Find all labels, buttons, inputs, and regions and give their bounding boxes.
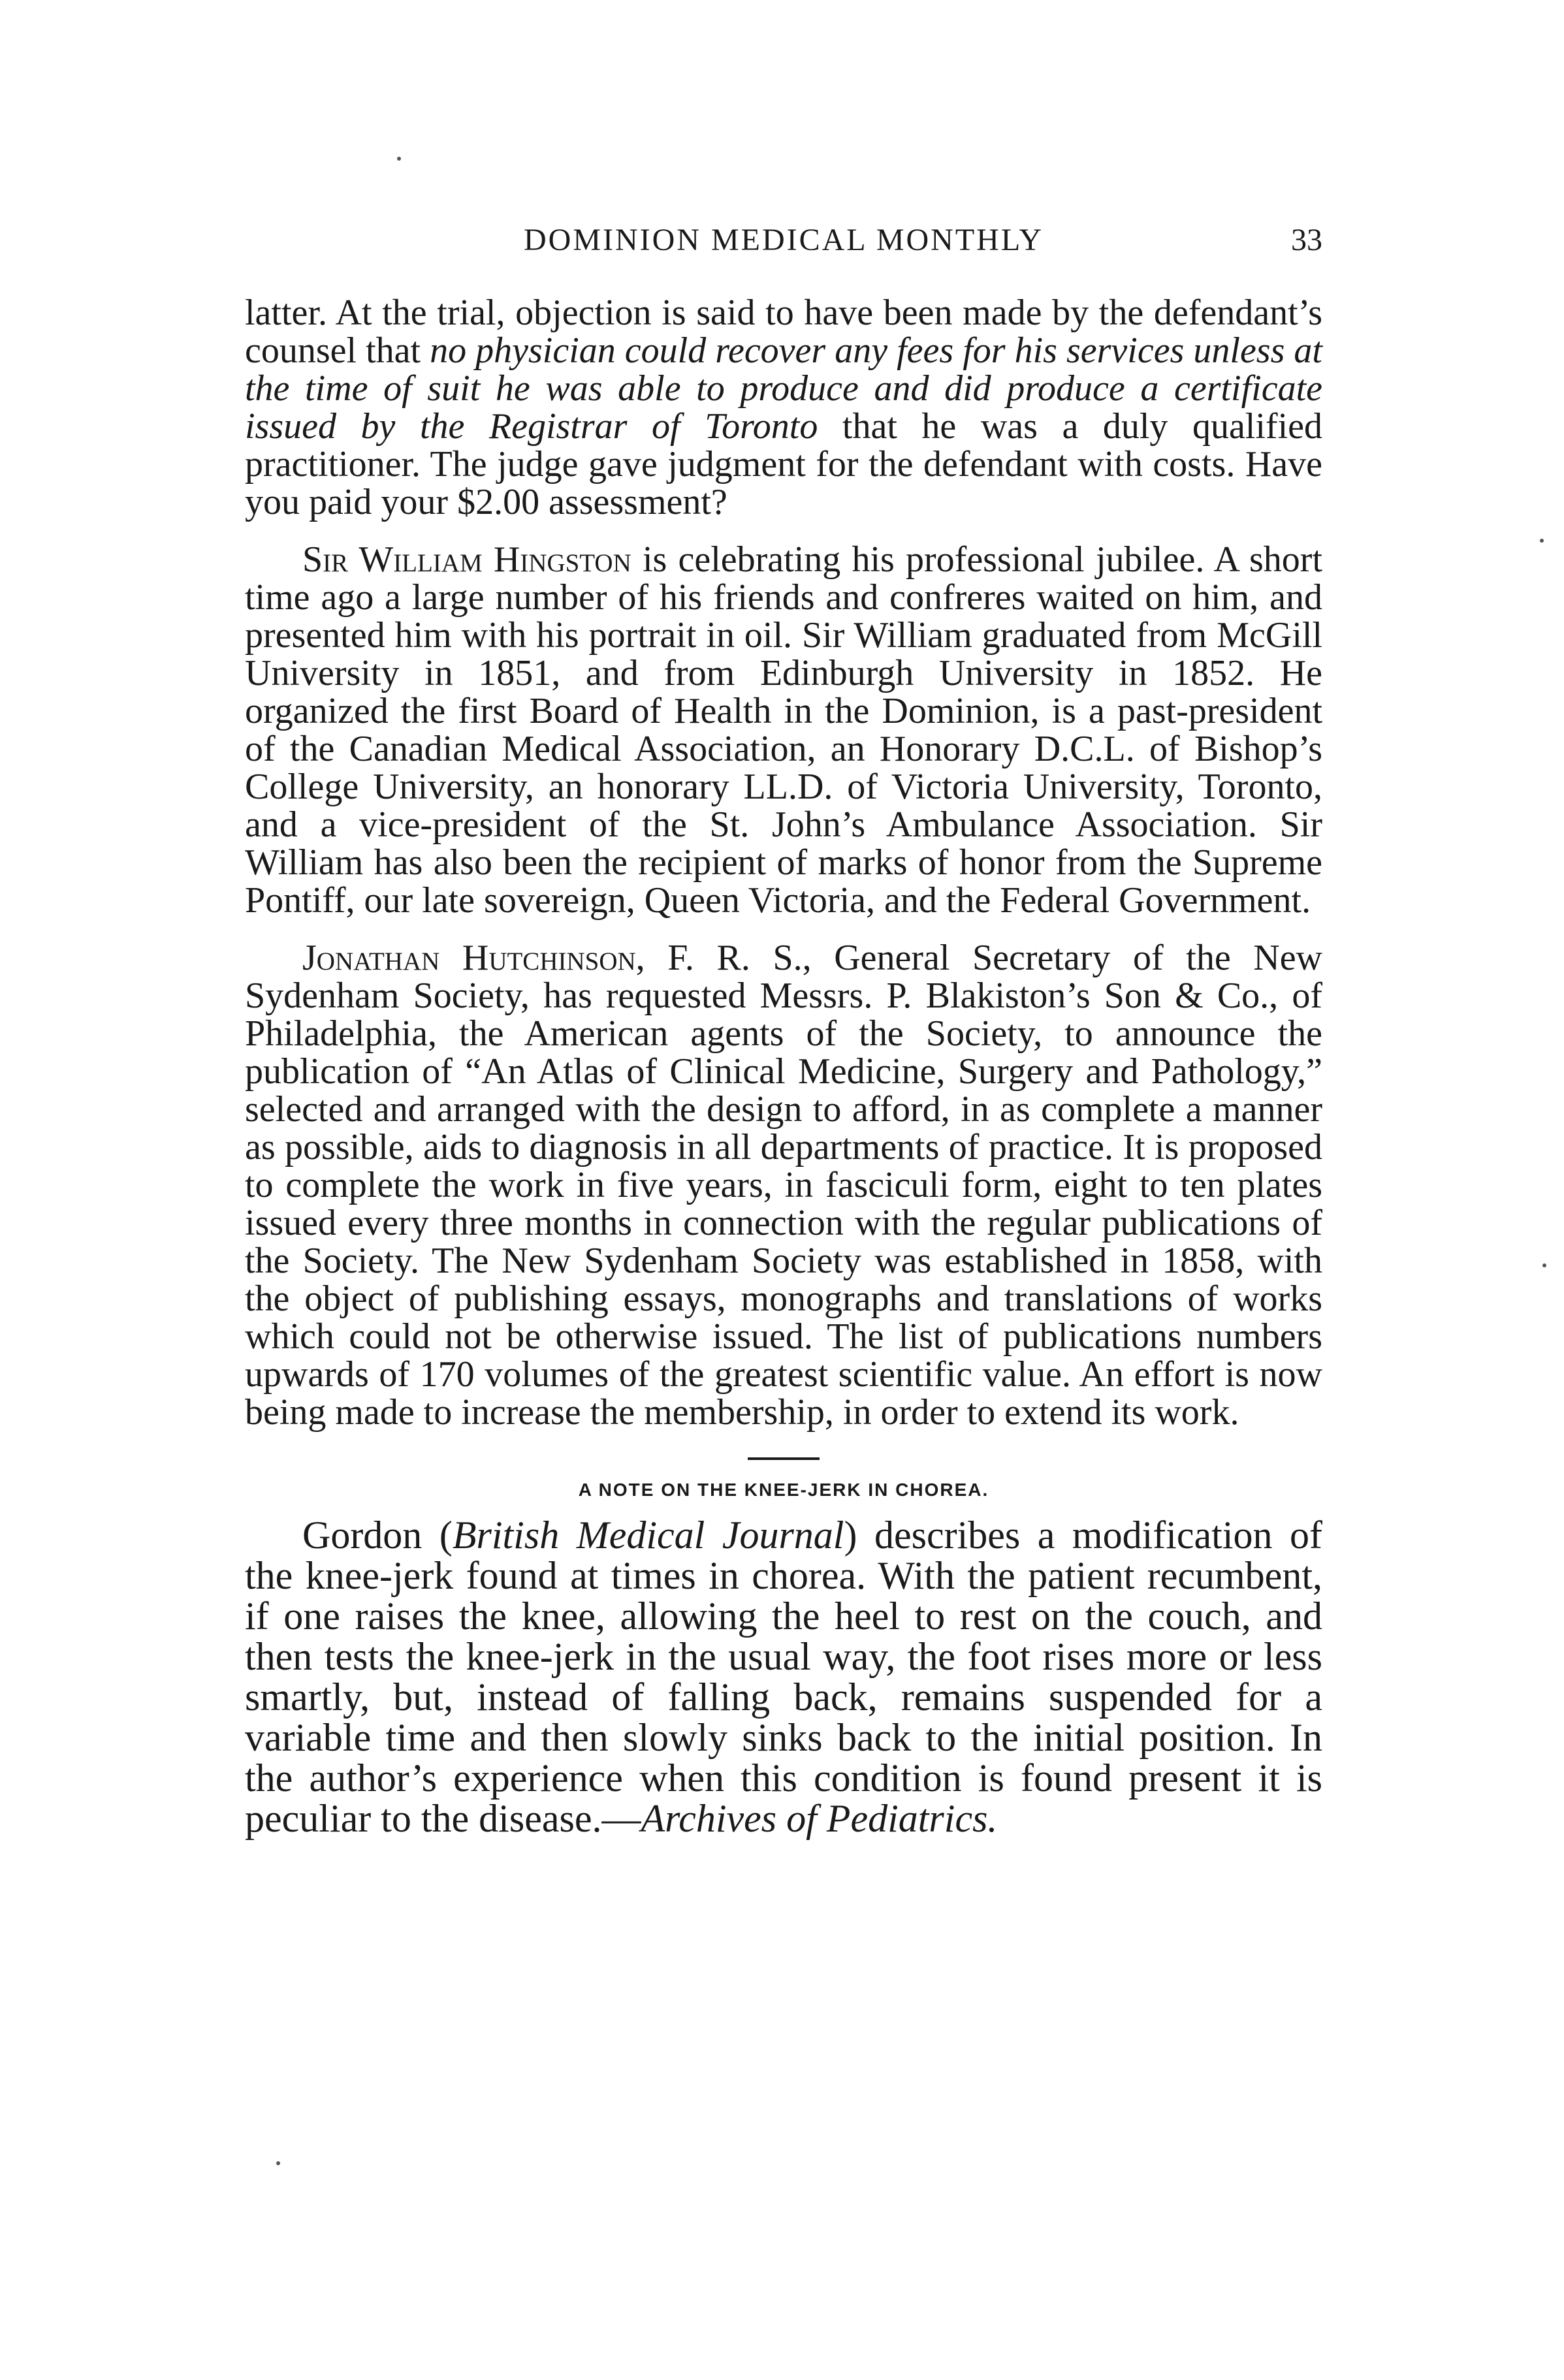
- page-number: 33: [1291, 223, 1322, 257]
- page-body: [245, 215, 1322, 1839]
- text-run: that he was a duly qualified practitioner. The judge gave judgment for the defendant with costs. Have you paid your $2.00 assessment?: [245, 406, 1322, 522]
- italic-quote: no physician could recover any fees for his services unless at the time of suit he was able to produce and did produce a certificate issued by the Registrar of Toronto: [245, 330, 1322, 447]
- paragraph-hingston: [245, 541, 1322, 919]
- section-heading: A NOTE ON THE KNEE-JERK IN CHOREA.: [578, 1480, 989, 1500]
- section-divider: [748, 1457, 820, 1460]
- paragraph-hutchinson: [245, 939, 1322, 1431]
- source-citation: Archives of Pediatrics.: [641, 1797, 998, 1840]
- text-run: is celebrating his professional jubilee. A short time ago a large number of his friends and confreres waited on him, and presented him with his portrait in oil. Sir William graduated from McGill University in 1851, and from Edinburgh University in 1852. He organized the first Board of Health in the Dominion, is a past-president of the Canadian Medical Association, an Honorary D.C.L. of Bishop’s College University, an honorary LL.D. of Victoria University, Toronto, and a vice-president of the St. John’s Ambulance Association. Sir William has also been the recipient of marks of honor from the Supreme Pontiff, our late sovereign, Queen Victoria, and the Federal Government.: [245, 539, 1322, 921]
- speck: [397, 157, 401, 161]
- text-run: Gordon (: [302, 1514, 453, 1557]
- journal-title: British Medical Journal: [452, 1514, 844, 1557]
- text-run: ) describes a modification of the knee-jerk found at times in chorea. With the patient recumbent, if one raises the knee, allowing the heel to rest on the couch, and then tests the knee-jerk in the usual way, the foot rises more or less smartly, but, instead of falling back, remains suspended for a variable time and then slowly sinks back to the initial position. In the author’s experience when this condition is found present it is peculiar to the disease.—: [245, 1514, 1323, 1840]
- lead-name: Jonathan Hutchinson: [302, 938, 636, 978]
- running-head: [245, 215, 1322, 268]
- running-title: DOMINION MEDICAL MONTHLY: [523, 223, 1044, 257]
- speck: [276, 2161, 280, 2165]
- paragraph-knee-jerk: [245, 1515, 1322, 1839]
- speck: [1542, 1263, 1546, 1267]
- text-run: , F. R. S., General Secretary of the New Sydenham Society, has requested Messrs. P. Blakiston’s Son & Co., of Philadelphia, the American agents of the Society, to announce the publication of “An Atlas of Clinical Medicine, Surgery and Pathology,” selected and arranged with the design to afford, in as complete a manner as possible, aids to diagnosis in all departments of practice. It is proposed to complete the work in five years, in fasciculi form, eight to ten plates issued every three months in connection with the regular publications of the Society. The New Sydenham Society was established in 1858, with the object of publishing essays, monographs and translations of works which could not be otherwise issued. The list of publications numbers upwards of 170 volumes of the greatest scientific value. An effort is now being made to increase the membership, in order to extend its work.: [245, 938, 1322, 1433]
- speck: [1540, 539, 1544, 543]
- text-run: latter. At the trial, objection is said to have been made by the defendant’s counsel that: [245, 293, 1322, 371]
- lead-name: Sir William Hingston: [302, 539, 631, 580]
- paragraph-judgment: [245, 294, 1322, 521]
